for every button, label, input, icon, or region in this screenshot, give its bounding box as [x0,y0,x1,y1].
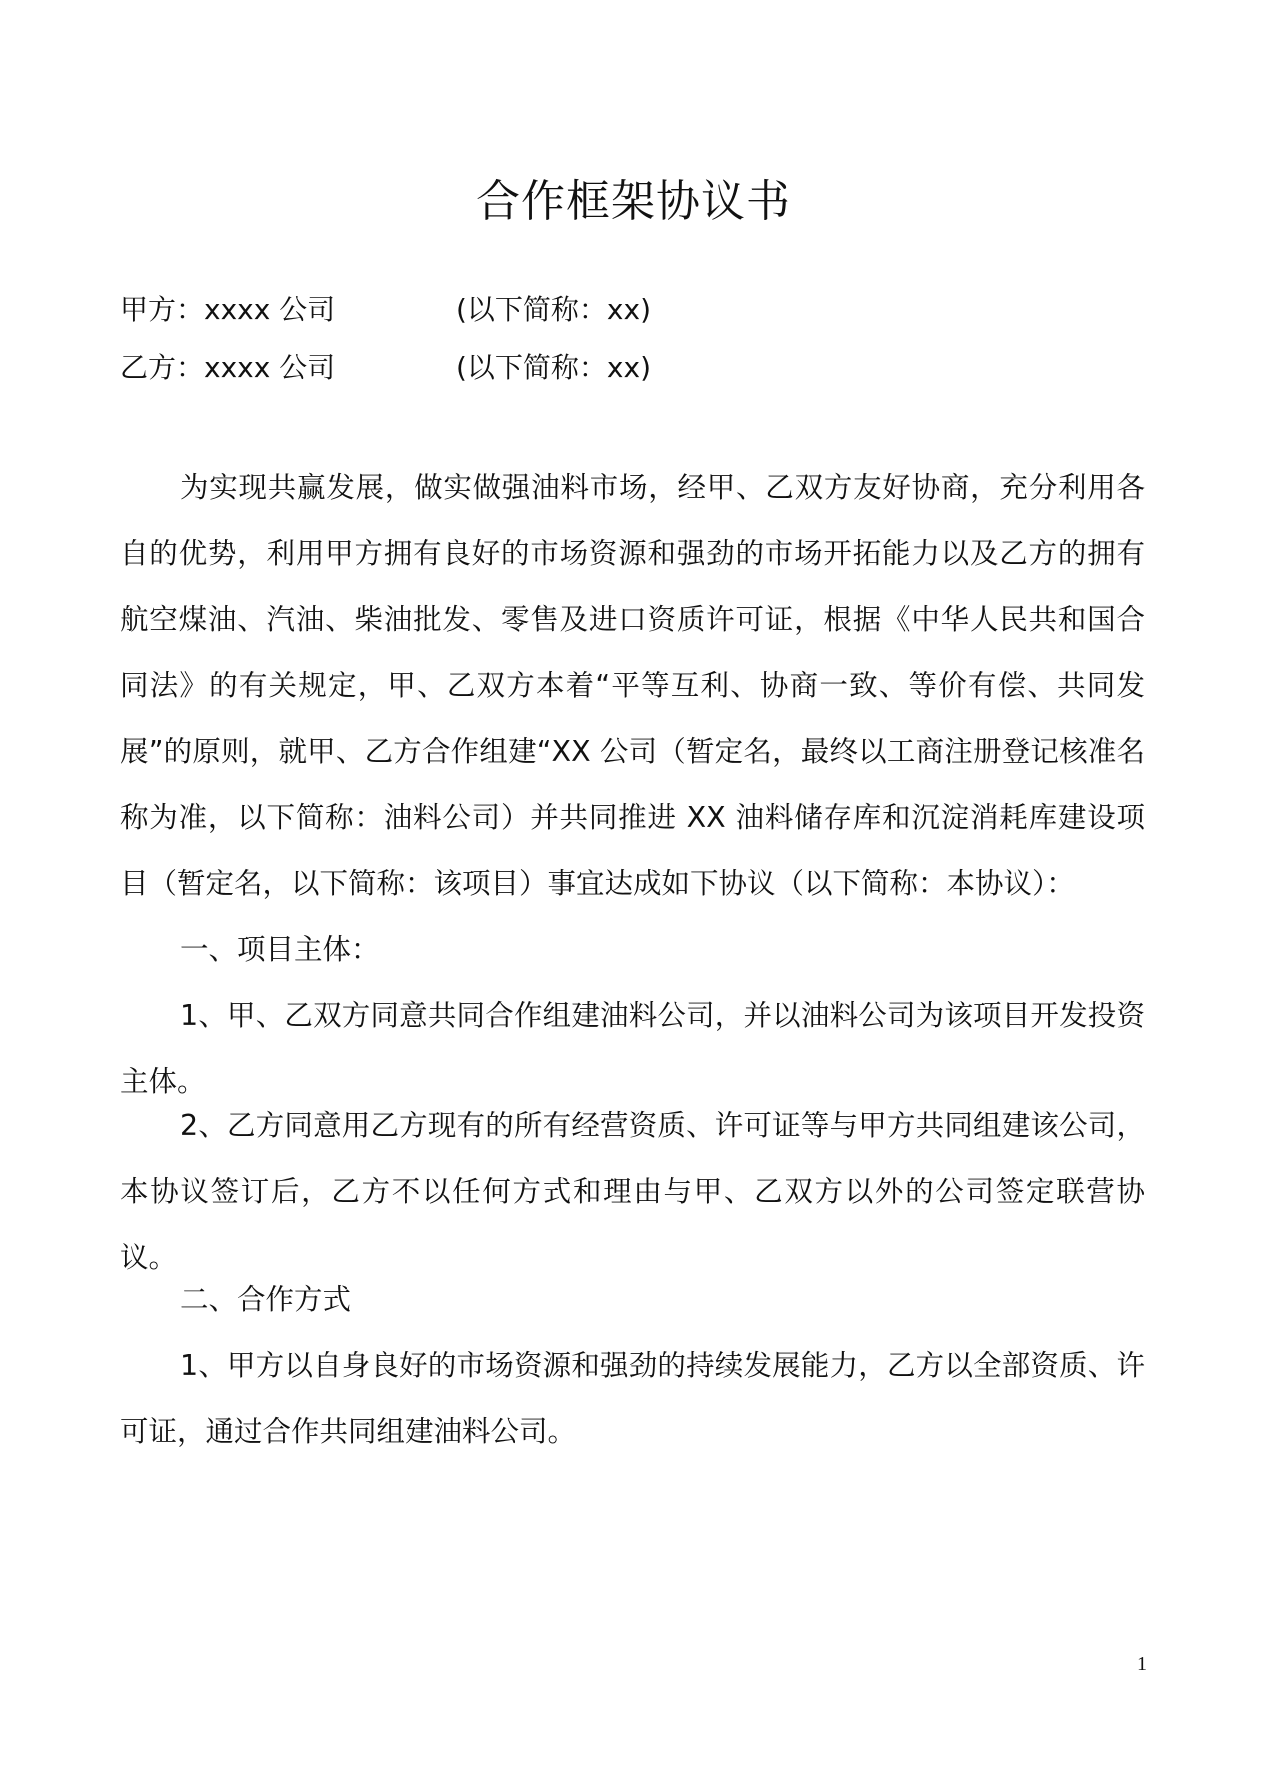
party-a-label: 甲方：xxxx 公司 [120,293,336,326]
party-b-abbreviation: (以下简称：xx) [456,351,651,384]
document-title: 合作框架协议书 [476,176,791,227]
section-2-item-1: 1、甲方以自身良好的市场资源和强劲的持续发展能力，乙方以全部资质、许可证，通过合作共同组建油料公司。 [120,1349,1145,1448]
intro-paragraph: 为实现共赢发展，做实做强油料市场，经甲、乙双方友好协商，充分利用各自的优势，利用甲方拥有良好的市场资源和强劲的市场开拓能力以及乙方的拥有航空煤油、汽油、柴油批发、零售及进口资质许可证，根据《中华人民共和国合同法》的有关规定，甲、乙双方本着“平等互利、协商一致、等价有偿、共同发展”的原则，就甲、乙方合作组建“XX 公司（暂定名，最终以工商注册登记核准名称为准，以下简称：油料公司）并共同推进 XX 油料储存库和沉淀消耗库建设项目（暂定名，以下简称：该项目）事宜达成如下协议（以下简称：本协议）： [120,471,1145,900]
page-number: 1 [1137,1653,1147,1675]
section-1-item-1: 1、甲、乙双方同意共同合作组建油料公司，并以油料公司为该项目开发投资主体。 [120,999,1145,1098]
party-a-line [120,290,651,330]
party-b-label: 乙方：xxxx 公司 [120,351,336,384]
party-b-line [120,348,651,388]
section-1-item-2: 2、乙方同意用乙方现有的所有经营资质、许可证等与甲方共同组建该公司，本协议签订后，乙方不以任何方式和理由与甲、乙双方以外的公司签定联营协议。 [120,1109,1145,1274]
section-1-heading: 一、项目主体： [180,933,380,966]
section-2-heading: 二、合作方式 [180,1283,352,1316]
party-a-abbreviation: (以下简称：xx) [456,293,651,326]
